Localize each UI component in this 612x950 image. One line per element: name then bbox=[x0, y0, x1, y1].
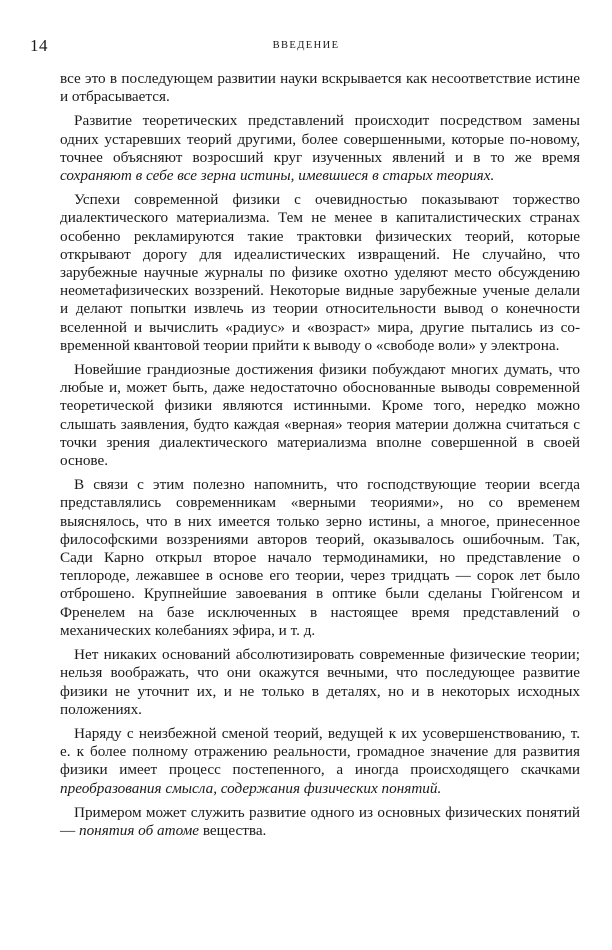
paragraph-3: Успехи современной физики с очевидностью показывают торжество диалектического материализма. Тем не менее в капиталистических странах особенно рекламируются такие трактовки физических теорий, которые открывают дорогу для идеалистических извращений. Не случайно, что зарубежные научные журналы по физике охотно уделяют место обсуждению неометафизических воззрений. Некоторые видные зарубежные ученые делали и делают попытки извлечь из теории относительности вывод о конечности вселенной и вычислить «радиус» и «возраст» мира, другие пытались из современной квантовой теории прийти к выводу о «свободе воли» у электрона. bbox=[60, 191, 580, 354]
paragraph-2: Развитие теоретических представлений происходит посредством замены одних устаревших теорий другими, более совершенными, которые по-новому, точнее объясняют возросший круг изученных явлений и в то же время сохраняют в себе все зерна истины, имевшиеся в старых теориях. bbox=[60, 112, 580, 185]
emphasis-text: сохраняют в себе все зерна истины, имевшиеся в старых теориях. bbox=[60, 167, 495, 185]
emphasis-text: понятия об атоме bbox=[78, 821, 200, 839]
emphasis-text: преобразования смысла, содержания физических понятий. bbox=[60, 779, 442, 797]
text-body bbox=[60, 70, 580, 840]
paragraph-8: Примером может служить развитие одного из основных физических понятий — понятия об атоме вещества. bbox=[60, 803, 580, 839]
paragraph-6: Нет никаких оснований абсолютизировать современные физические теории; нельзя воображать, что они окажутся вечными, что последующее развитие физики не уточнит их, и не только в деталях, но и в некоторых исходных положениях. bbox=[60, 646, 580, 718]
page-number: 14 bbox=[30, 36, 48, 55]
paragraph-1: все это в последующем развитии науки вскрывается как несоответствие истине и отбрасывается. bbox=[60, 70, 580, 106]
paragraph-5: В связи с этим полезно напомнить, что господствующие теории всегда представлялись современникам «верными теориями», но со временем выяснялось, что в них имеется только зерно истины, а многое, принесенное философскими воззрениями авторов теорий, оказывалось ошибочным. Так, Сади Карно открыл второе начало термодинамики, но представление о теплороде, лежавшее в основе его теории, через тридцать — сорок лет было отброшено. Крупнейшие завоевания в оптике были сделаны Гюйгенсом и Френелем на базе исключенных в настоящее время представлений о механических колебаниях эфира, и т. д. bbox=[60, 476, 580, 639]
paragraph-4: Новейшие грандиозные достижения физики побуждают многих думать, что любые и, может быть, даже недостаточно обоснованные выводы современной теоретической физики являются истинными. Кроме того, нередко можно слышать заявления, будто каждая «верная» теория материи должна считаться с точки зрения диалектического материализма вполне совершенной в своей основе. bbox=[60, 361, 580, 470]
paragraph-7: Наряду с неизбежной сменой теорий, ведущей к их усовершенствованию, т. е. к более полному отражению реальности, громадное значение для развития физики имеет процесс постепенного, а иногда происходящего скачками преобразования смысла, содержания физических понятий. bbox=[60, 724, 580, 797]
running-head: ВВЕДЕНИЕ bbox=[272, 40, 340, 51]
